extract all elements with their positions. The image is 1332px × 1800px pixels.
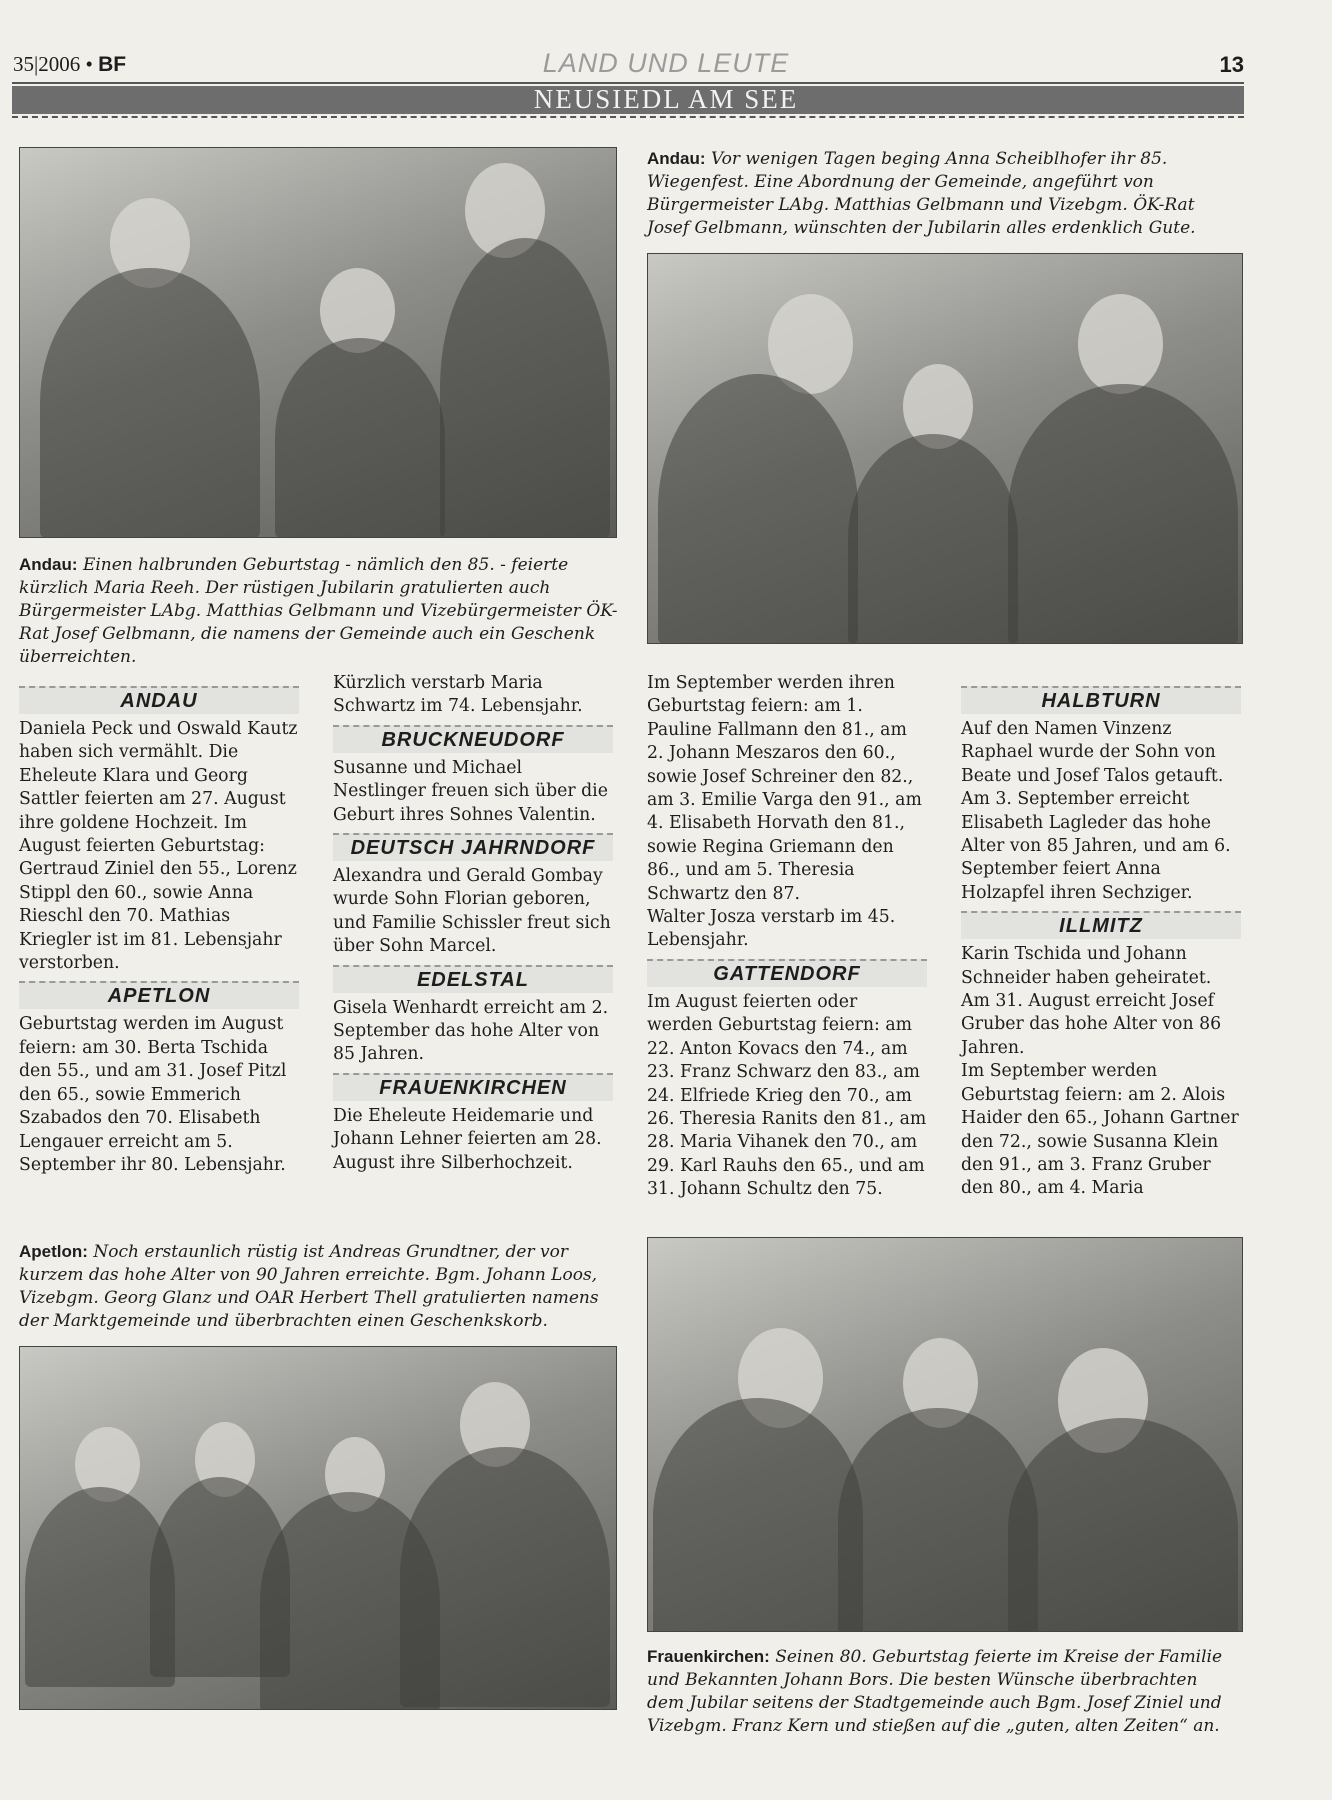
photo-apetlon-andreas-grundtner xyxy=(19,1346,617,1710)
illmitz-news-2: Am 31. August erreicht Josef Gruber das hohe Alter von 86 Jahren. xyxy=(961,991,1222,1058)
gattendorf-news: Im August feierten oder werden Geburtstag feiern: am 22. Anton Kovacs den 74., am 23. Franz Schwarz den 83., am 24. Elfriede Krieg den 70., am 26. Theresia Ranits den 81., am 28. Maria Vihanek den 70., am 29. Karl Rauhs den 65., und am 31. Johann Schultz den 75. xyxy=(647,991,927,1200)
caption-place: Apetlon: xyxy=(19,1242,88,1261)
apetlon-news: Geburtstag werden im August feiern: am 30. Berta Tschida den 55., und am 31. Josef Pitzl den 65., sowie Emmerich Szabados den 70. Elisabeth Lengauer erreicht am 5. September ihr 80. Lebensjahr. xyxy=(19,1014,287,1175)
section-heading-edelstal: EDELSTAL xyxy=(333,965,613,993)
caption-text: Seinen 80. Geburtstag feierte im Kreise der Familie und Bekannten Johann Bors. Die besten Wünsche überbrachten dem Jubilar seitens der Stadtgemeinde auch Bgm. Josef Ziniel und Vizebgm. Franz Kern und stießen auf die „guten, alten Zeiten“ an. xyxy=(647,1647,1223,1736)
column-3 xyxy=(647,672,927,1202)
bruckneudorf-news: Susanne und Michael Nestlinger freuen sich über die Geburt ihres Sohnes Valentin. xyxy=(333,757,608,825)
section-heading-illmitz: ILLMITZ xyxy=(961,911,1241,939)
caption-andau-top-right xyxy=(647,147,1237,240)
illmitz-news-1: Karin Tschida und Johann Schneider haben geheiratet. xyxy=(961,944,1212,988)
caption-frauenkirchen xyxy=(647,1645,1239,1738)
brand-label: BF xyxy=(98,53,127,76)
photo-andau-anna-scheiblhofer xyxy=(647,253,1243,644)
section-heading-apetlon: APETLON xyxy=(19,981,299,1009)
caption-andau-left xyxy=(19,553,619,669)
edelstal-news: Gisela Wenhardt erreicht am 2. September das hohe Alter von 85 Jahren. xyxy=(333,997,609,1065)
andau-news: Daniela Peck und Oswald Kautz haben sich vermählt. Die Eheleute Klara und Georg Sattler feierten am 27. August ihre goldene Hochzeit. Im August feierten Geburtstag: Gertraud Ziniel den 55., Lorenz Stippl den 60., sowie Anna Rieschl den 70. Mathias Kriegler ist im 81. Lebensjahr verstorben. xyxy=(19,719,298,974)
illmitz-news-3: Im September werden Geburtstag feiern: am 2. Alois Haider den 65., Johann Gartner den 72., sowie Susanna Klein den 91., am 3. Franz Gruber den 80., am 4. Maria xyxy=(961,1061,1239,1199)
section-heading-frauenkirchen: FRAUENKIRCHEN xyxy=(333,1073,613,1101)
section-heading-andau: ANDAU xyxy=(19,686,299,714)
halbturn-news: Auf den Namen Vinzenz Raphael wurde der Sohn von Beate und Josef Talos getauft. Am 3. September erreicht Elisabeth Lagleder das hohe Alter von 85 Jahren, und am 6. September feiert Anna Holzapfel ihren Sechziger. xyxy=(961,719,1231,903)
caption-text: Vor wenigen Tagen beging Anna Scheiblhofer ihr 85. Wiegenfest. Eine Abordnung der Gemeinde, angeführt von Bürgermeister LAbg. Matthias Gelbmann und Vizebgm. ÖK-Rat Josef Gelbmann, wünschten der Jubilarin alles erdenklich Gute. xyxy=(647,149,1196,238)
caption-place: Frauenkirchen: xyxy=(647,1647,770,1666)
caption-place: Andau: xyxy=(19,555,78,574)
section-title: LAND UND LEUTE xyxy=(542,48,790,78)
caption-text: Noch erstaunlich rüstig ist Andreas Grundtner, der vor kurzem das hohe Alter von 90 Jahren erreichte. Bgm. Johann Loos, Vizebgm. Georg Glanz und OAR Herbert Thell gratulierten namens der Marktgemeinde und überbrachten einen Geschenkskorb. xyxy=(19,1242,599,1331)
caption-apetlon xyxy=(19,1240,619,1333)
issue-number: 35|2006 • xyxy=(13,52,93,76)
column-3-intro: Im September werden ihren Geburtstag feiern: am 1. Pauline Fallmann den 81., am 2. Johann Meszaros den 60., sowie Josef Schreiner den 82., am 3. Emilie Varga den 91., am 4. Elisabeth Horvath den 81., sowie Regina Griemann den 86., und am 5. Theresia Schwartz den 87. xyxy=(647,673,922,904)
region-title: NEUSIEDL AM SEE xyxy=(533,84,799,114)
header-divider xyxy=(12,116,1244,118)
section-heading-deutsch-jahrndorf: DEUTSCH JAHRNDORF xyxy=(333,833,613,861)
caption-place: Andau: xyxy=(647,149,706,168)
page-number: 13 xyxy=(1219,52,1244,77)
photo-frauenkirchen-johann-bors xyxy=(647,1237,1243,1632)
column-4 xyxy=(961,680,1241,1201)
column-1 xyxy=(19,680,299,1177)
section-heading-bruckneudorf: BRUCKNEUDORF xyxy=(333,725,613,753)
photo-andau-maria-reeh xyxy=(19,147,617,538)
column-2 xyxy=(333,672,613,1175)
frauenkirchen-news: Die Eheleute Heidemarie und Johann Lehner feierten am 28. August ihre Silberhochzeit. xyxy=(333,1105,602,1173)
column-3-intro-2: Walter Josza verstarb im 45. Lebensjahr. xyxy=(647,907,896,951)
section-heading-gattendorf: GATTENDORF xyxy=(647,959,927,987)
deutsch-jahrndorf-news: Alexandra und Gerald Gombay wurde Sohn Florian geboren, und Familie Schissler freut sich über Sohn Marcel. xyxy=(333,866,611,957)
section-heading-halbturn: HALBTURN xyxy=(961,686,1241,714)
column-2-intro: Kürzlich verstarb Maria Schwartz im 74. Lebensjahr. xyxy=(333,673,583,717)
caption-text: Einen halbrunden Geburtstag - nämlich den 85. - feierte kürzlich Maria Reeh. Der rüstigen Jubilarin gratulierten auch Bürgermeister LAbg. Matthias Gelbmann und Vizebürgermeister ÖK-Rat Josef Gelbmann, die namens der Gemeinde auch ein Geschenk überreichten. xyxy=(19,555,618,667)
